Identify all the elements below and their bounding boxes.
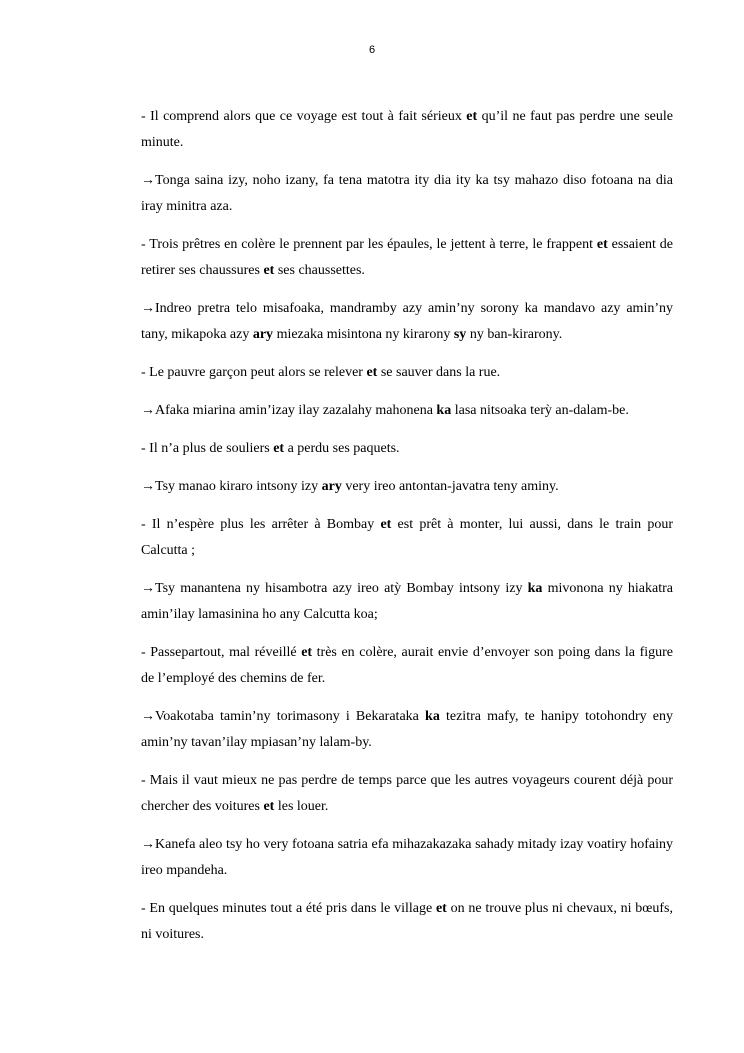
malagasy-translation-paragraph: →Voakotaba tamin’ny torimasony i Bekarataka ka tezitra mafy, te hanipy totohondry eny amin’ny tavan’ilay mpiasan’ny lalam-by. — [141, 709, 673, 750]
french-paragraph: - Il n’espère plus les arrêter à Bombay et est prêt à monter, lui aussi, dans le train pour Calcutta ; — [141, 517, 673, 558]
bold-conjunction: ary — [321, 479, 342, 494]
bold-conjunction: ka — [436, 403, 452, 418]
bold-conjunction: et — [263, 263, 275, 278]
malagasy-translation-paragraph: →Tsy manantena ny hisambotra azy ireo atỳ Bombay intsony izy ka mivonona ny hiakatra amin’ilay lamasinina ho any Calcutta koa; — [141, 581, 674, 622]
bold-conjunction: et — [301, 645, 313, 660]
malagasy-translation-paragraph: →Indreo pretra telo misafoaka, mandramby azy amin’ny sorony ka mandavo azy amin’ny tany, mikapoka azy ary miezaka misintona ny kirarony sy ny ban-kirarony. — [141, 301, 673, 342]
malagasy-translation-paragraph: →Tsy manao kiraro intsony izy ary very ireo antontan-javatra teny aminy. — [141, 479, 559, 494]
malagasy-translation-paragraph: →Tonga saina izy, noho izany, fa tena matotra ity dia ity ka tsy mahazo diso fotoana na dia iray minitra aza. — [141, 173, 673, 214]
bold-conjunction: et — [596, 237, 608, 252]
bold-conjunction: et — [273, 441, 285, 456]
bold-conjunction: sy — [453, 327, 467, 342]
bold-conjunction: ka — [425, 709, 440, 724]
bold-conjunction: ka — [527, 581, 543, 596]
bold-conjunction: et — [263, 799, 275, 814]
page-number: 6 — [368, 44, 376, 56]
bold-conjunction: et — [380, 517, 392, 532]
bold-conjunction: ary — [252, 327, 274, 342]
malagasy-translation-paragraph: →Afaka miarina amin’izay ilay zazalahy mahonena ka lasa nitsoaka terỳ an-dalam-be. — [141, 403, 629, 418]
bold-conjunction: et — [366, 365, 378, 380]
french-paragraph: - Le pauvre garçon peut alors se relever et se sauver dans la rue. — [141, 365, 501, 380]
french-paragraph: - En quelques minutes tout a été pris dans le village et on ne trouve plus ni chevaux, ni bœufs, ni voitures. — [141, 901, 673, 942]
french-paragraph: - Mais il vaut mieux ne pas perdre de temps parce que les autres voyageurs courent déjà pour chercher des voitures et les louer. — [141, 773, 673, 814]
malagasy-translation-paragraph: →Kanefa aleo tsy ho very fotoana satria efa mihazakazaka sahady mitady izay voatiry hofainy ireo mpandeha. — [141, 837, 673, 878]
bold-conjunction: et — [435, 901, 447, 916]
french-paragraph: - Passepartout, mal réveillé et très en colère, aurait envie d’envoyer son poing dans la figure de l’employé des chemins de fer. — [141, 645, 673, 686]
french-paragraph: - Il comprend alors que ce voyage est tout à fait sérieux et qu’il ne faut pas perdre une seule minute. — [141, 109, 673, 150]
french-paragraph: - Trois prêtres en colère le prennent par les épaules, le jettent à terre, le frappent et essaient de retirer ses chaussures et ses chaussettes. — [141, 237, 673, 278]
document-body — [141, 104, 673, 960]
french-paragraph: - Il n’a plus de souliers et a perdu ses paquets. — [141, 441, 400, 456]
bold-conjunction: et — [466, 109, 478, 124]
